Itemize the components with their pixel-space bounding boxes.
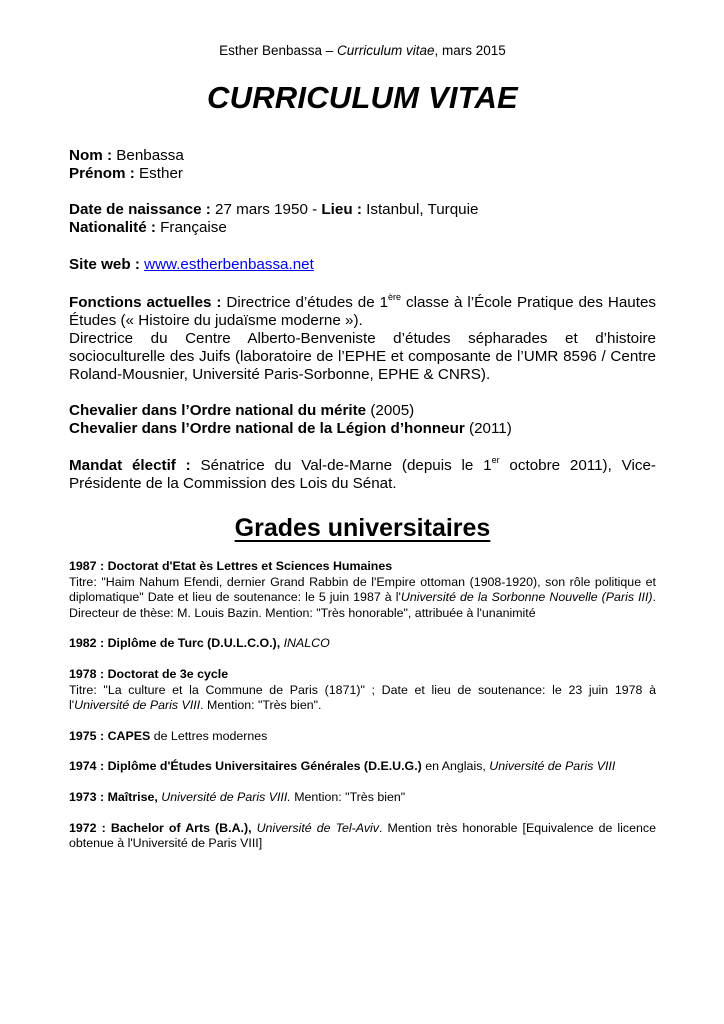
mandat-text-2: octobre 2011), Vice-Présidente de la Commission des Lois du Sénat. (69, 457, 656, 492)
fonctions-paragraph-2: Directrice du Centre Alberto-Benveniste d’études sépharades et d’histoire socioculturelle des Juifs (laboratoire de l’EPHE et composante de l’UMR 8596 / Centre Roland-Mousnier, Université Paris-Sorbonne, EPHE & CNRS). (69, 330, 656, 383)
fonctions-text-1: Directrice d’études de 1 (221, 294, 389, 311)
grade-text: Titre: "La culture et la Commune de Paris (1871)" ; Date et lieu de soutenance: le 23 juin 1978 à l' (69, 682, 656, 713)
grade-item-1974 (69, 759, 656, 775)
grade-institution: Université de la Sorbonne Nouvelle (Paris III) (400, 590, 653, 605)
mandat-block (69, 454, 656, 493)
grade-text: . Directeur de thèse: M. Louis Bazin. Mention: "Très honorable", attribuée à l'unanimité (69, 590, 656, 620)
honneur-merite (69, 402, 656, 420)
header-date: , mars 2015 (434, 43, 506, 58)
grade-institution: Université de Tel-Aviv (251, 820, 379, 835)
honneurs-block (69, 402, 656, 438)
grade-institution: Université de Paris VIII (489, 759, 616, 774)
nationalite-line (69, 219, 656, 237)
grade-heading: 1978 : Doctorat de 3e cycle (69, 666, 229, 681)
grade-institution: Université de Paris VIII. (157, 789, 291, 804)
page-title: CURRICULUM VITAE (207, 80, 518, 115)
grade-text: . Mention très honorable [Equivalence de licence obtenue à l'Université de Paris VIII] (69, 820, 656, 851)
header-doc-name: Curriculum vitae (337, 43, 435, 58)
fonctions-text-2: classe à l’École Pratique des Hautes Études (« Histoire du judaïsme moderne »). (69, 294, 656, 329)
mandat-text-1: Sénatrice du Val-de-Marne (depuis le 1 (190, 457, 492, 474)
grade-institution: INALCO (280, 636, 330, 651)
honneur-merite-year: (2005) (366, 402, 415, 419)
mandat-sup: er (491, 454, 500, 465)
fonctions-sup: ère (388, 291, 402, 302)
fonctions-paragraph-1 (69, 291, 656, 330)
grade-heading: 1982 : Diplôme de Turc (D.U.L.C.O.), (69, 636, 281, 651)
grade-text: Mention: "Très bien" (290, 789, 406, 804)
prenom-value: Esther (134, 165, 183, 182)
grade-item-1975 (69, 729, 656, 745)
nationalite-value: Française (155, 219, 227, 236)
grade-item-1987 (69, 559, 656, 621)
grade-item-1972 (69, 821, 656, 852)
grade-heading: 1972 : Bachelor of Arts (B.A.), (69, 820, 252, 835)
grades-list (69, 559, 656, 852)
grade-heading: 1974 : Diplôme d'Études Universitaires Générales (D.E.U.G.) (69, 759, 422, 774)
grade-heading: 1975 : CAPES (69, 728, 151, 743)
nationalite-label: Nationalité : (69, 219, 156, 236)
grade-item-1978 (69, 667, 656, 714)
grade-detail (69, 575, 656, 622)
site-label: Site web : (69, 256, 140, 273)
grade-text: en Anglais, (421, 759, 490, 774)
honneur-merite-label: Chevalier dans l’Ordre national du mérite (69, 402, 367, 419)
identity-block (69, 147, 656, 274)
grade-text: Titre: "Haim Nahum Efendi, dernier Grand Rabbin de l'Empire ottoman (1908-1920), son rôle politique et diplomatique" Date et lieu de soutenance: le 5 juin 1987 à l' (69, 574, 656, 605)
nom-line (69, 147, 656, 165)
header-author: Esther Benbassa – (219, 43, 337, 58)
naissance-label: Date de naissance : (69, 201, 211, 218)
nom-value: Benbassa (112, 147, 184, 164)
honneur-legion (69, 420, 656, 438)
nom-label: Nom : (69, 147, 113, 164)
grades-section-title: Grades universitaires (234, 514, 491, 542)
prenom-line (69, 165, 656, 183)
site-line (69, 256, 656, 274)
running-header (69, 0, 656, 62)
grade-item-1982 (69, 636, 656, 652)
grade-heading: 1973 : Maîtrise, (69, 789, 158, 804)
grade-heading: 1987 : Doctorat d'Etat ès Lettres et Sciences Humaines (69, 559, 393, 573)
fonctions-label: Fonctions actuelles : (69, 294, 222, 311)
naissance-line (69, 201, 656, 219)
grade-institution: Université de Paris VIII (74, 698, 201, 713)
lieu-label: Lieu : (321, 201, 362, 218)
fonctions-block (69, 291, 656, 384)
grade-text: . Mention: "Très bien". (200, 698, 322, 713)
honneur-legion-label: Chevalier dans l’Ordre national de la Légion d’honneur (69, 420, 465, 437)
grade-item-1973 (69, 790, 656, 806)
grade-text: de Lettres modernes (150, 728, 268, 743)
mandat-label: Mandat électif : (69, 457, 191, 474)
grade-detail (69, 683, 656, 714)
prenom-label: Prénom : (69, 165, 135, 182)
naissance-value: 27 mars 1950 - (210, 201, 322, 218)
site-link[interactable]: www.estherbenbassa.net (144, 256, 314, 273)
lieu-value: Istanbul, Turquie (361, 201, 479, 218)
honneur-legion-year: (2011) (464, 420, 512, 437)
